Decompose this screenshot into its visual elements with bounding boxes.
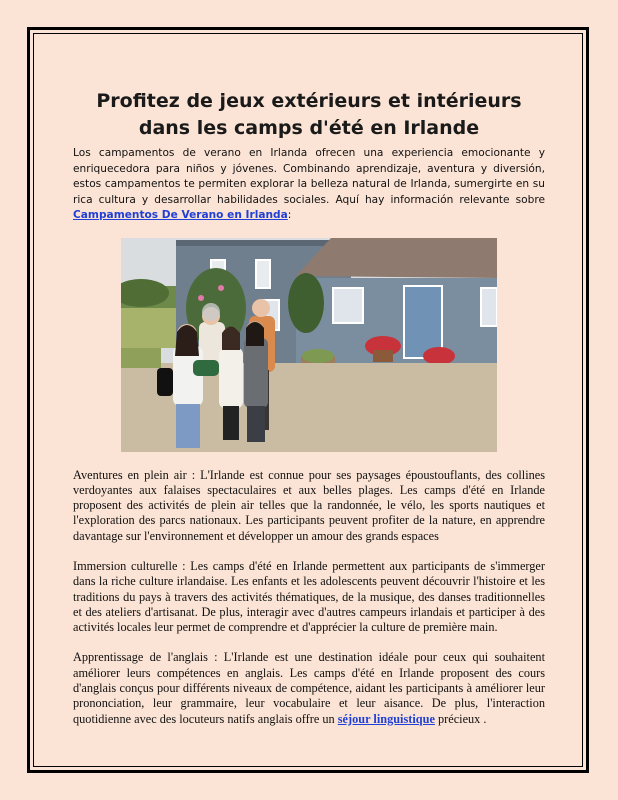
campamentos-link[interactable]: Campamentos De Verano en Irlanda: [73, 209, 288, 221]
section-outdoor-adventures: Aventures en plein air : L'Irlande est connue pour ses paysages époustouflants, des collines verdoyantes aux falaises spectaculaires et aux belles plages. Les camps d'été en Irlande proposent des activités de plein air telles que la randonnée, le vélo, les sports nautiques et l'exploration des parcs nationaux. Les participants peuvent profiter de la nature, en apprendre davantage sur l'environnement et développer un amour des grands espaces: [73, 467, 545, 543]
document-content: [73, 88, 545, 727]
section-cultural-immersion: Immersion culturelle : Les camps d'été en Irlande permettent aux participants de s'immerger dans la riche culture irlandaise. Les enfants et les adolescents peuvent découvrir l'histoire et les traditions du pays à travers des activités thématiques, de la musique, des danses traditionnelles et des ateliers d'artisanat. De plus, interagir avec d'autres campeurs irlandais et participer à des activités locales leur permet de comprendre et d'apprécier la culture de première main.: [73, 558, 545, 635]
family-house-photo: [121, 238, 497, 452]
photo-illustration: [121, 238, 497, 452]
intro-text: Los campamentos de verano en Irlanda ofrecen una experiencia emocionante y enriquecedora para niños y jóvenes. Combinando aprendizaje, aventura y diversión, estos campamentos te permiten explorar la belleza natural de Irlanda, sumergirte en su rica cultura y desarrollar habilidades sociales. Aquí hay información relevante sobre: [73, 147, 545, 206]
intro-paragraph: [73, 146, 545, 224]
section-english-after-link: précieux .: [434, 711, 487, 726]
sejour-linguistique-link[interactable]: séjour linguistique: [337, 711, 435, 726]
page-title: Profitez de jeux extérieurs et intérieurs dans les camps d'été en Irlande: [96, 90, 522, 139]
section-english-learning: [73, 650, 545, 726]
section-english-text: Apprentissage de l'anglais : L'Irlande est une destination idéale pour ceux qui souhaitent améliorer leurs compétences en anglais. Les camps d'été en Irlande proposent des cours d'anglais conçus pour différents niveaux de compétence, aidant les participants à améliorer leur prononciation, leur grammaire, leur vocabulaire et leur aisance. De plus, l'interaction quotidienne avec des locuteurs natifs anglais offre un: [73, 650, 545, 726]
intro-after-link: :: [287, 209, 292, 221]
